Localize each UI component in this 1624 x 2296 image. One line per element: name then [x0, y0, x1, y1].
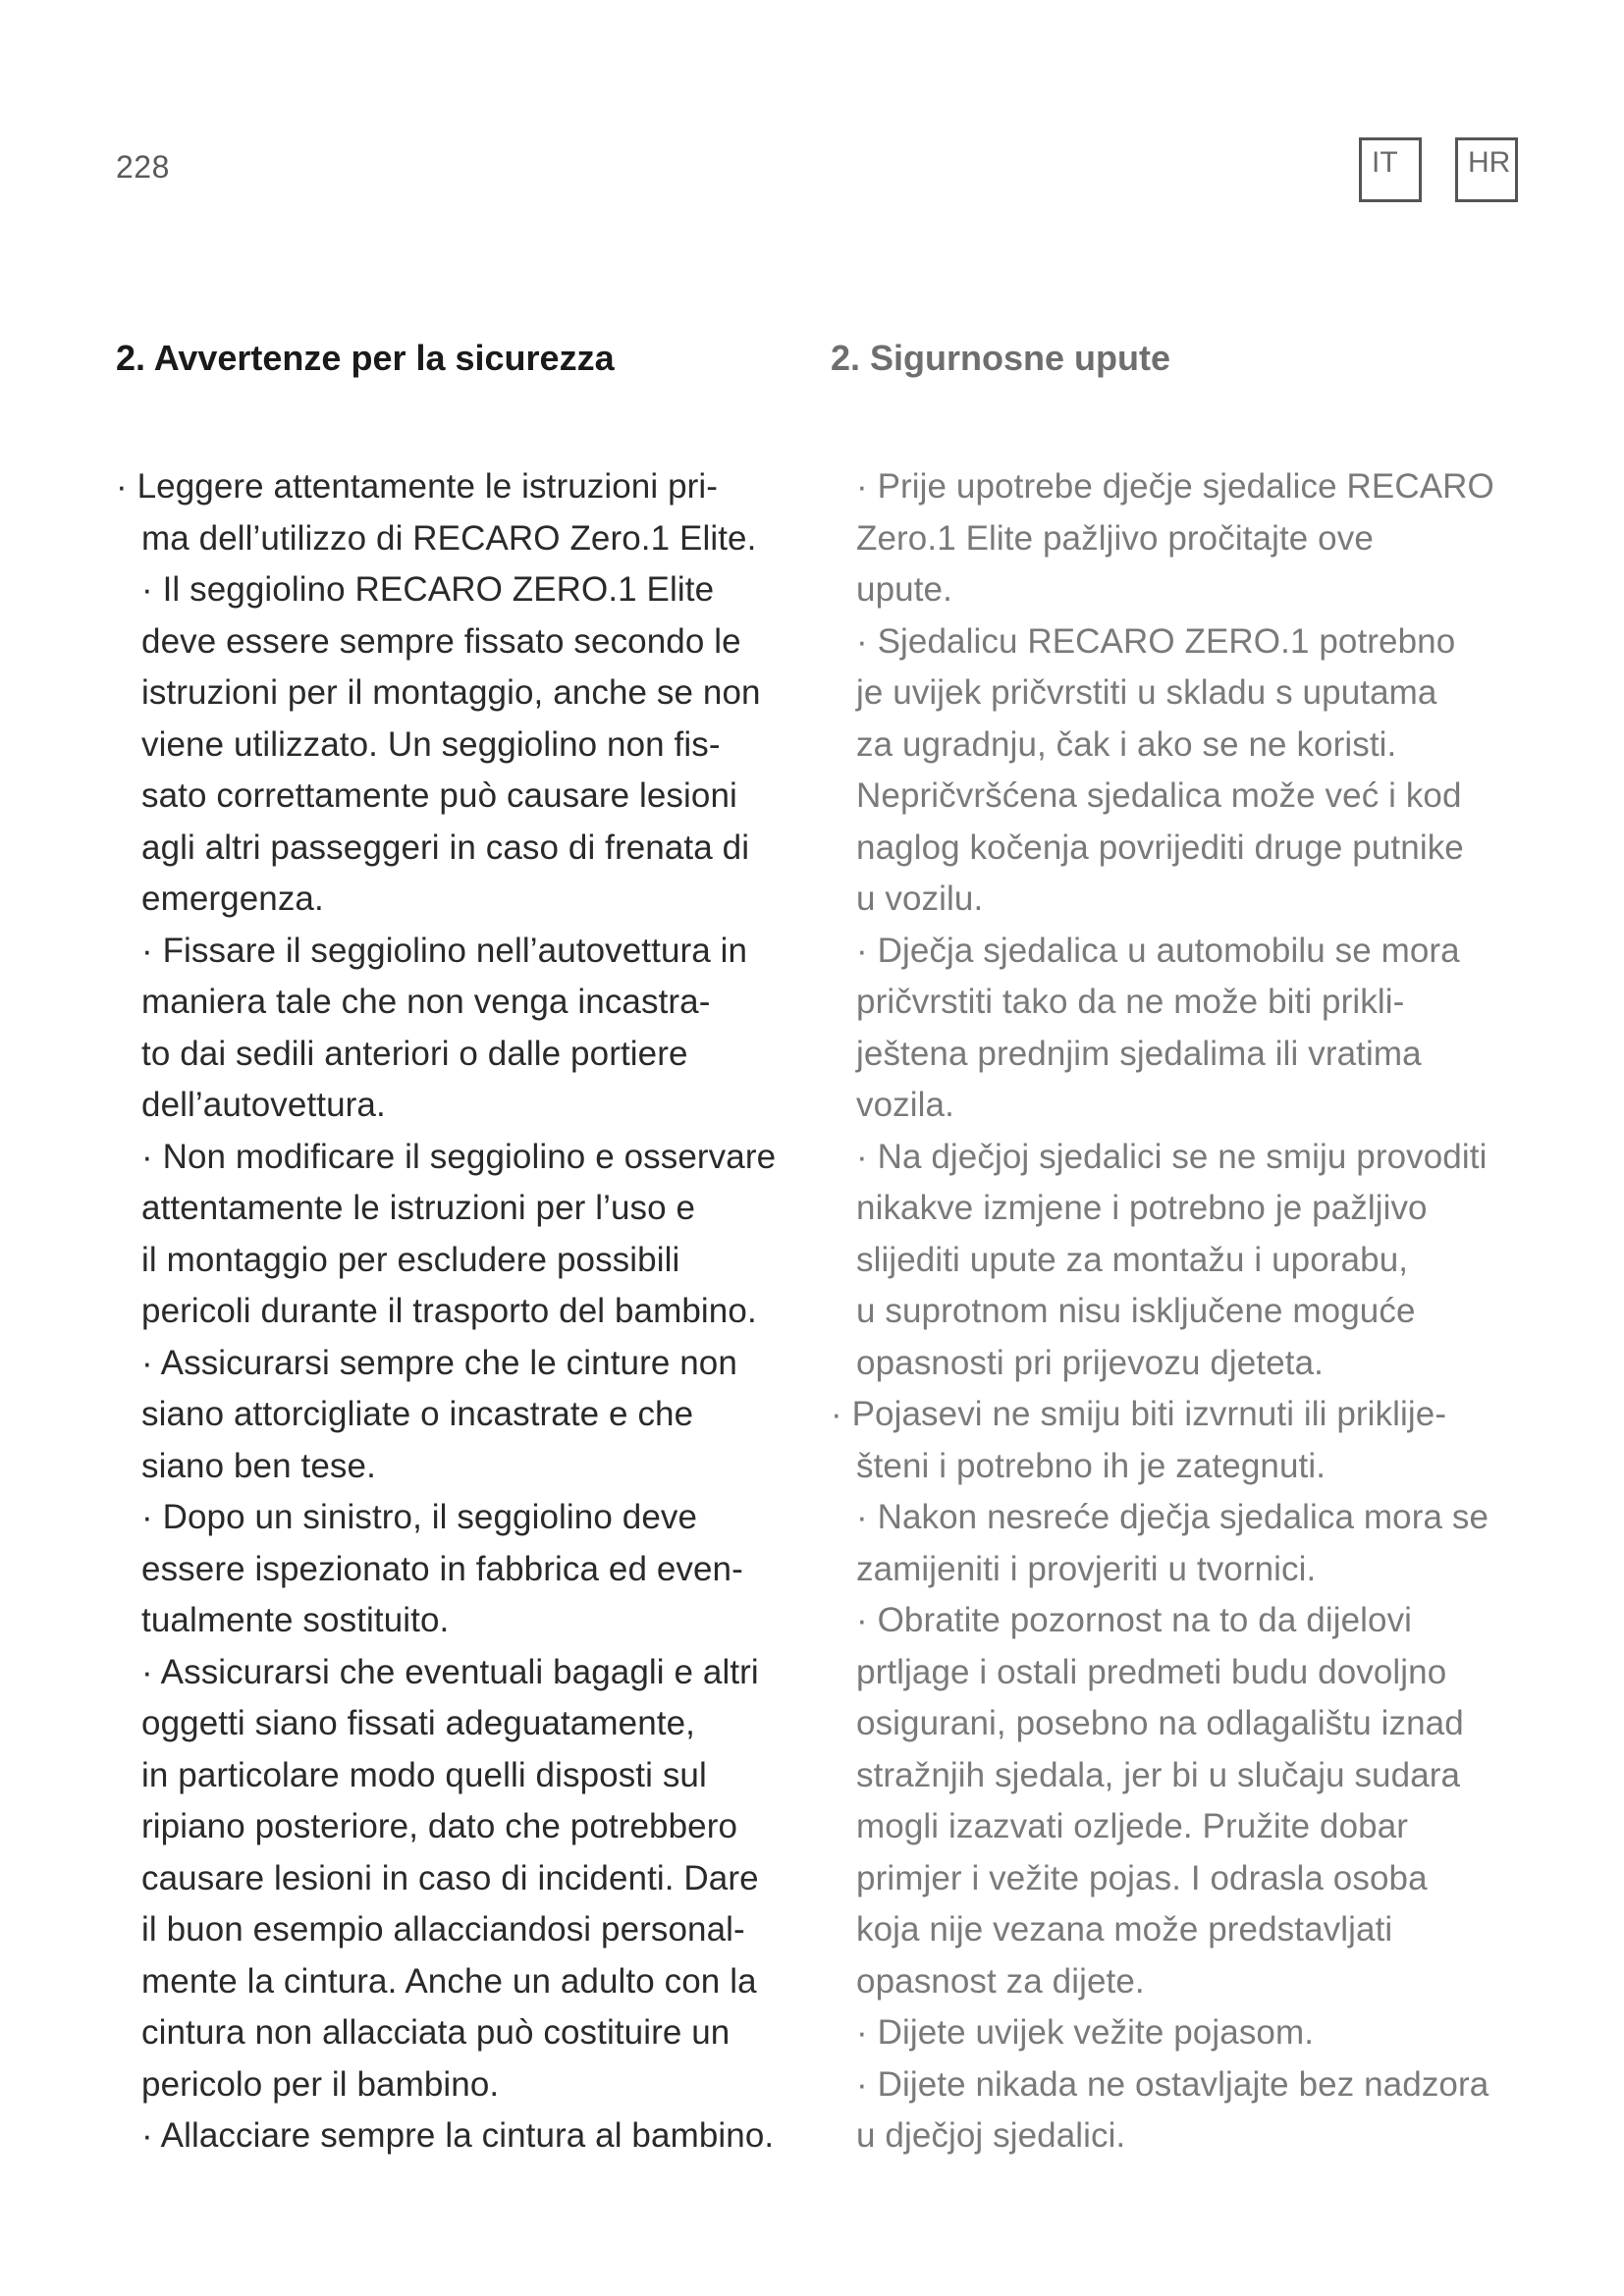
- page-number: 228: [116, 149, 170, 185]
- text-line: essere ispezionato in fabbrica ed even-: [141, 1549, 743, 1588]
- text-line: · Assicurarsi che eventuali bagagli e altri: [141, 1652, 759, 1691]
- text-line: causare lesioni in caso di incidenti. Dare: [141, 1858, 759, 1897]
- section-heading-hr: 2. Sigurnosne upute: [831, 338, 1171, 378]
- text-line: koja nije vezana može predstavljati: [856, 1910, 1393, 1949]
- text-line: oggetti siano fissati adeguatamente,: [141, 1704, 695, 1742]
- text-line: · Dijete nikada ne ostavljajte bez nadzora: [856, 2064, 1489, 2104]
- text-line: Zero.1 Elite pažljivo pročitajte ove: [856, 518, 1374, 558]
- text-line: mente la cintura. Anche un adulto con la: [141, 1961, 757, 2001]
- text-line: u suprotnom nisu isključene moguće: [856, 1292, 1416, 1330]
- text-line: · Sjedalicu RECARO ZERO.1 potrebno: [856, 621, 1456, 661]
- text-line: il buon esempio allacciandosi personal-: [141, 1910, 745, 1949]
- text-line: · Dijete uvijek vežite pojasom.: [856, 2013, 1315, 2052]
- text-line: pričvrstiti tako da ne može biti prikli-: [856, 983, 1405, 1021]
- text-line: sato correttamente può causare lesioni: [141, 776, 737, 815]
- text-line: viene utilizzato. Un seggiolino non fis-: [141, 724, 721, 764]
- text-line: ripiano posteriore, dato che potrebbero: [141, 1807, 738, 1845]
- text-line: prtljage i ostali predmeti budu dovoljno: [856, 1652, 1447, 1691]
- text-line: deve essere sempre fissato secondo le: [141, 621, 741, 661]
- text-line: nikakve izmjene i potrebno je pažljivo: [856, 1189, 1428, 1227]
- italian-column: [116, 334, 823, 2163]
- text-line: il montaggio per escludere possibili: [141, 1240, 680, 1279]
- safety-text-it: [116, 461, 823, 2163]
- text-line: je uvijek pričvrstiti u skladu s uputama: [856, 673, 1437, 712]
- text-line: · Na dječjoj sjedalici se ne smiju provoditi: [856, 1137, 1488, 1176]
- text-line: mogli izazvati ozljede. Pružite dobar: [856, 1807, 1409, 1845]
- section-heading-it: 2. Avvertenze per la sicurezza: [116, 338, 615, 378]
- text-line: · Il seggiolino RECARO ZERO.1 Elite: [141, 570, 715, 609]
- text-line: pericoli durante il trasporto del bambino.: [141, 1292, 757, 1330]
- text-line: emergenza.: [141, 880, 324, 918]
- text-line: tualmente sostituito.: [141, 1601, 450, 1639]
- text-line: upute.: [856, 570, 952, 609]
- text-line: maniera tale che non venga incastra-: [141, 983, 711, 1021]
- text-line: · Fissare il seggiolino nell’autovettura in: [141, 931, 748, 970]
- text-line: · Allacciare sempre la cintura al bambino.: [141, 2116, 775, 2155]
- safety-text-hr: [831, 461, 1538, 2163]
- text-line: pericolo per il bambino.: [141, 2064, 500, 2104]
- text-line: · Dječja sjedalica u automobilu se mora: [856, 931, 1460, 970]
- text-line: opasnost za dijete.: [856, 1961, 1145, 2001]
- text-line: agli altri passeggeri in caso di frenata di: [141, 828, 750, 867]
- language-tab-it: IT: [1359, 137, 1422, 202]
- text-line: u vozilu.: [856, 880, 984, 918]
- text-line: ma dell’utilizzo di RECARO Zero.1 Elite.: [141, 518, 757, 558]
- text-line: · Assicurarsi sempre che le cinture non: [141, 1343, 737, 1382]
- text-line: naglog kočenja povrijediti druge putnike: [856, 828, 1464, 867]
- text-line: to dai sedili anteriori o dalle portiere: [141, 1034, 688, 1073]
- text-line: Nepričvršćena sjedalica može već i kod: [856, 776, 1462, 815]
- text-line: attentamente le istruzioni per l’uso e: [141, 1189, 696, 1227]
- text-line: siano ben tese.: [141, 1446, 376, 1485]
- text-line: · Obratite pozornost na to da dijelovi: [856, 1601, 1413, 1639]
- text-line: dell’autovettura.: [141, 1086, 386, 1124]
- text-line: · Pojasevi ne smiju biti izvrnuti ili priklije-: [831, 1395, 1447, 1433]
- text-line: ještena prednjim sjedalima ili vratima: [856, 1034, 1422, 1073]
- text-line: · Non modificare il seggiolino e osservare: [141, 1137, 777, 1176]
- text-line: primjer i vežite pojas. I odrasla osoba: [856, 1858, 1428, 1897]
- text-line: za ugradnju, čak i ako se ne koristi.: [856, 724, 1397, 764]
- text-line: osigurani, posebno na odlagalištu iznad: [856, 1704, 1464, 1742]
- text-line: istruzioni per il montaggio, anche se non: [141, 673, 761, 712]
- text-line: · Prije upotrebe dječje sjedalice RECARO: [856, 467, 1494, 506]
- text-line: zamijeniti i provjeriti u tvornici.: [856, 1549, 1317, 1588]
- text-line: u dječjoj sjedalici.: [856, 2116, 1126, 2155]
- croatian-column: [831, 334, 1538, 2163]
- text-line: · Leggere attentamente le istruzioni pri-: [116, 467, 719, 506]
- text-line: in particolare modo quelli disposti sul: [141, 1755, 707, 1794]
- text-line: stražnjih sjedala, jer bi u slučaju sudara: [856, 1755, 1461, 1794]
- language-tab-hr: HR: [1455, 137, 1518, 202]
- text-line: · Nakon nesreće dječja sjedalica mora se: [856, 1498, 1489, 1536]
- text-line: opasnosti pri prijevozu djeteta.: [856, 1343, 1324, 1382]
- text-line: slijediti upute za montažu i uporabu,: [856, 1240, 1409, 1279]
- text-line: šteni i potrebno ih je zategnuti.: [856, 1446, 1326, 1485]
- text-line: vozila.: [856, 1086, 954, 1124]
- text-line: · Dopo un sinistro, il seggiolino deve: [141, 1498, 698, 1536]
- text-line: siano attorcigliate o incastrate e che: [141, 1395, 694, 1433]
- text-line: cintura non allacciata può costituire un: [141, 2013, 731, 2052]
